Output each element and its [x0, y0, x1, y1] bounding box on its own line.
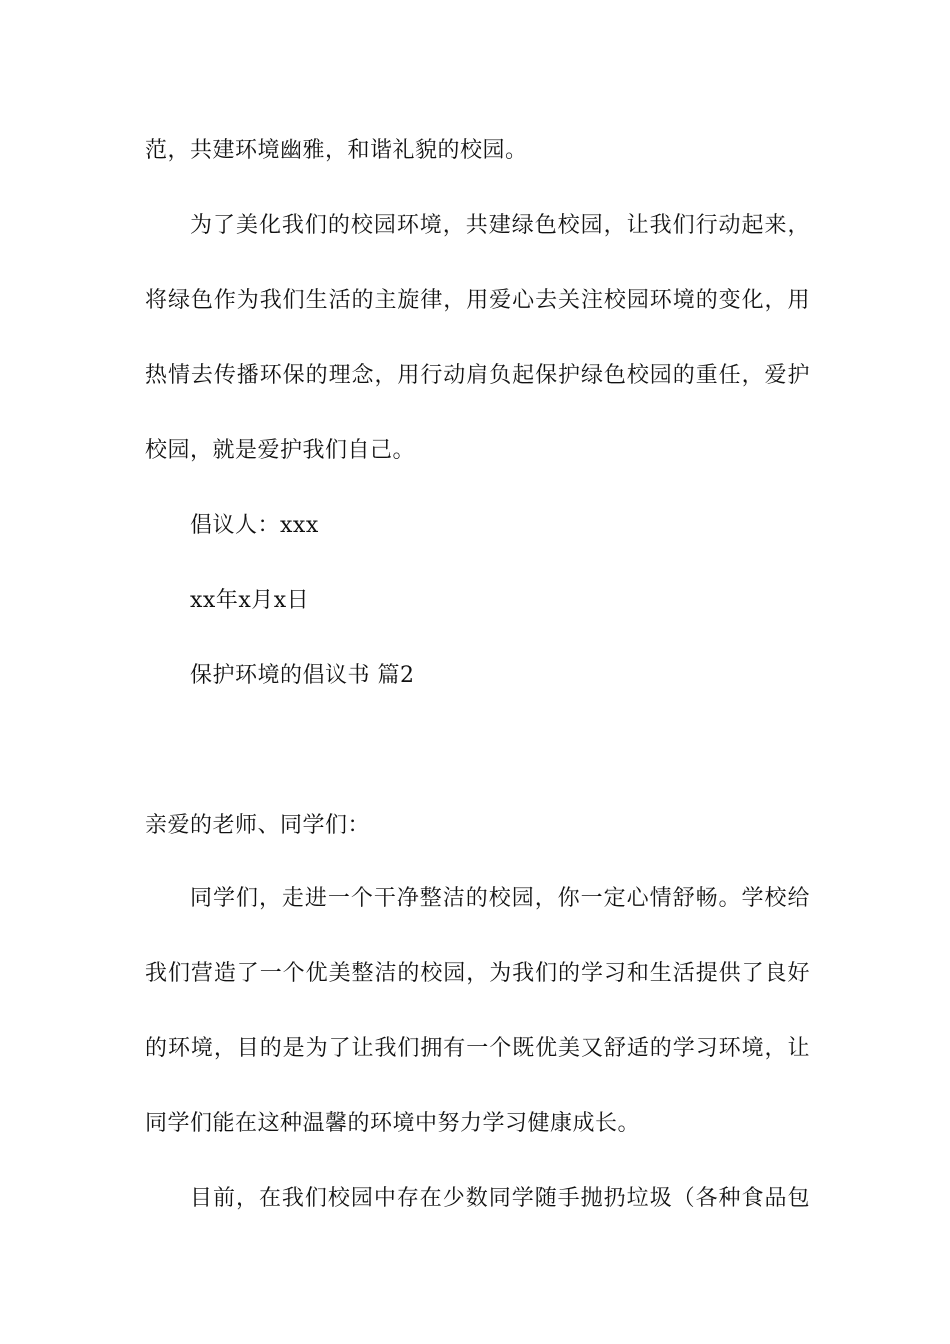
- paragraph-line: 目前，在我们校园中存在少数同学随手抛扔垃圾（各种食品包: [190, 1186, 810, 1211]
- paragraph-line: 我们营造了一个优美整洁的校园，为我们的学习和生活提供了良好: [145, 961, 810, 986]
- section-heading: 保护环境的倡议书 篇2: [190, 663, 415, 688]
- paragraph-line: 同学们能在这种温馨的环境中努力学习健康成长。: [145, 1111, 641, 1136]
- date-line: xx年x月x日: [190, 588, 310, 613]
- paragraph-line: 范，共建环境幽雅，和谐礼貌的校园。: [145, 138, 528, 163]
- paragraph-line: 将绿色作为我们生活的主旋律，用爱心去关注校园环境的变化，用: [145, 288, 810, 313]
- paragraph-line: 为了美化我们的校园环境，共建绿色校园，让我们行动起来，: [190, 213, 810, 238]
- paragraph-line: 的环境，目的是为了让我们拥有一个既优美又舒适的学习环境，让: [145, 1036, 810, 1061]
- paragraph-line: 同学们，走进一个干净整洁的校园，你一定心情舒畅。学校给: [190, 886, 810, 911]
- signatory-line: 倡议人：xxx: [190, 513, 319, 538]
- paragraph-line: 校园，就是爱护我们自己。: [145, 438, 416, 463]
- paragraph-line: 热情去传播环保的理念，用行动肩负起保护绿色校园的重任，爱护: [145, 363, 810, 388]
- salutation-line: 亲爱的老师、同学们：: [145, 813, 371, 838]
